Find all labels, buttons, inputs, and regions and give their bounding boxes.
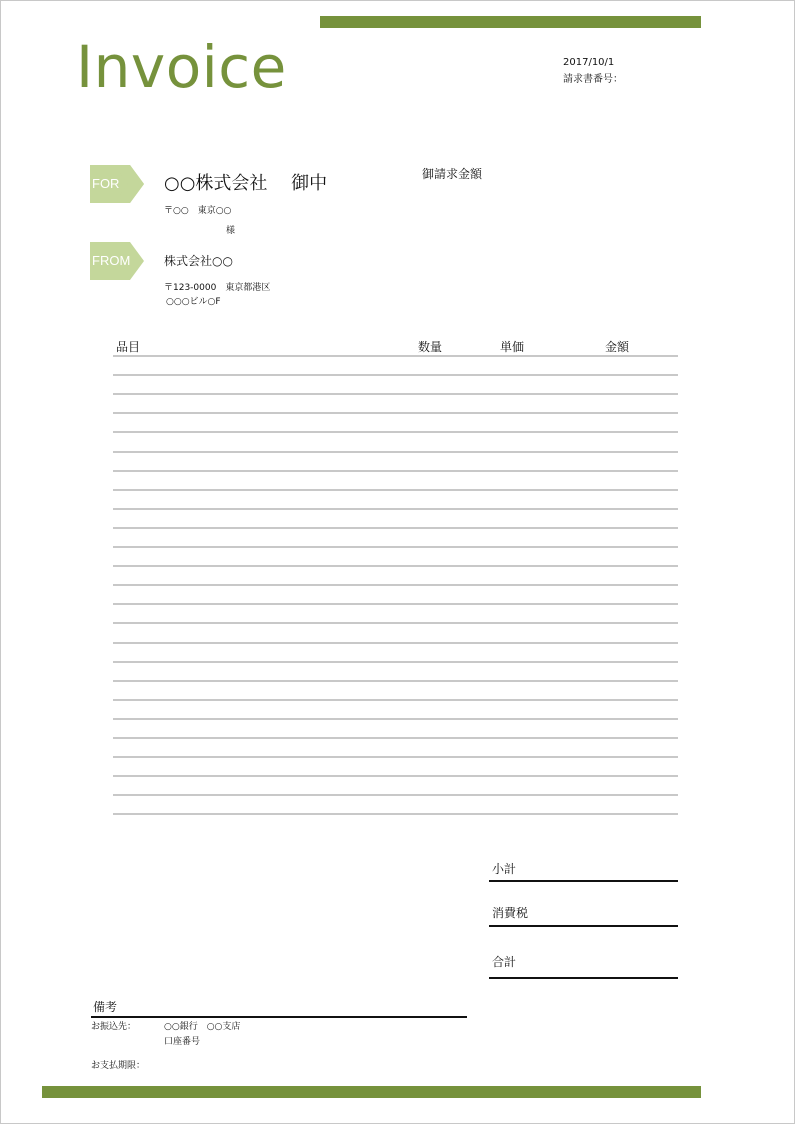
invoice-number-label: 請求書番号： [563, 74, 623, 85]
table-row [113, 642, 678, 644]
client-person-suffix: 様 [226, 226, 236, 236]
table-row [113, 813, 678, 815]
table-row [113, 603, 678, 605]
table-row [113, 699, 678, 701]
table-row [113, 775, 678, 777]
transfer-label: お振込先： [91, 1022, 137, 1032]
table-row [113, 680, 678, 682]
table-row [113, 584, 678, 586]
table-row [113, 527, 678, 529]
invoice-title: Invoice [76, 33, 287, 101]
notes-label: 備考 [93, 1000, 118, 1014]
tax-line [489, 925, 678, 927]
sender-address-line2: ○○○ビル○F [166, 297, 221, 307]
table-row [113, 393, 678, 395]
tax-label: 消費税 [492, 906, 529, 920]
table-row [113, 489, 678, 491]
billing-amount-label: 御請求金額 [422, 167, 483, 181]
for-arrow-tag [90, 165, 144, 203]
total-label: 合計 [492, 955, 517, 969]
table-row [113, 718, 678, 720]
table-header-item: 品目 [116, 340, 141, 354]
table-header-rule [113, 355, 678, 357]
table-header-quantity: 数量 [418, 340, 443, 354]
table-header-amount: 金額 [605, 340, 630, 354]
bank-name: ○○銀行 ○○支店 [164, 1022, 241, 1032]
table-row [113, 431, 678, 433]
table-row [113, 470, 678, 472]
sender-company-name: 株式会社○○ [164, 254, 233, 268]
table-header-unit-price: 単価 [500, 340, 525, 354]
invoice-date: 2017/10/1 [563, 57, 615, 68]
notes-underline [91, 1016, 467, 1018]
subtotal-line [489, 880, 678, 882]
table-row [113, 737, 678, 739]
bottom-accent-bar [42, 1086, 701, 1098]
from-tag-label: FROM [92, 253, 131, 268]
client-company-name: ○○株式会社 御中 [164, 173, 328, 194]
table-row [113, 374, 678, 376]
client-address: 〒○○ 東京○○ [164, 206, 232, 216]
table-row [113, 508, 678, 510]
table-row [113, 622, 678, 624]
table-row [113, 661, 678, 663]
table-row [113, 794, 678, 796]
top-accent-bar [320, 16, 701, 28]
table-row [113, 546, 678, 548]
from-arrow-tag [90, 242, 144, 280]
table-row [113, 756, 678, 758]
sender-address-line1: 〒123-0000 東京都港区 [164, 283, 271, 293]
subtotal-label: 小計 [492, 862, 517, 876]
account-number-label: 口座番号 [164, 1037, 201, 1047]
due-date-label: お支払期限： [91, 1061, 146, 1071]
table-row [113, 412, 678, 414]
table-row [113, 451, 678, 453]
for-tag-label: FOR [92, 176, 120, 191]
total-line [489, 977, 678, 979]
table-row [113, 565, 678, 567]
